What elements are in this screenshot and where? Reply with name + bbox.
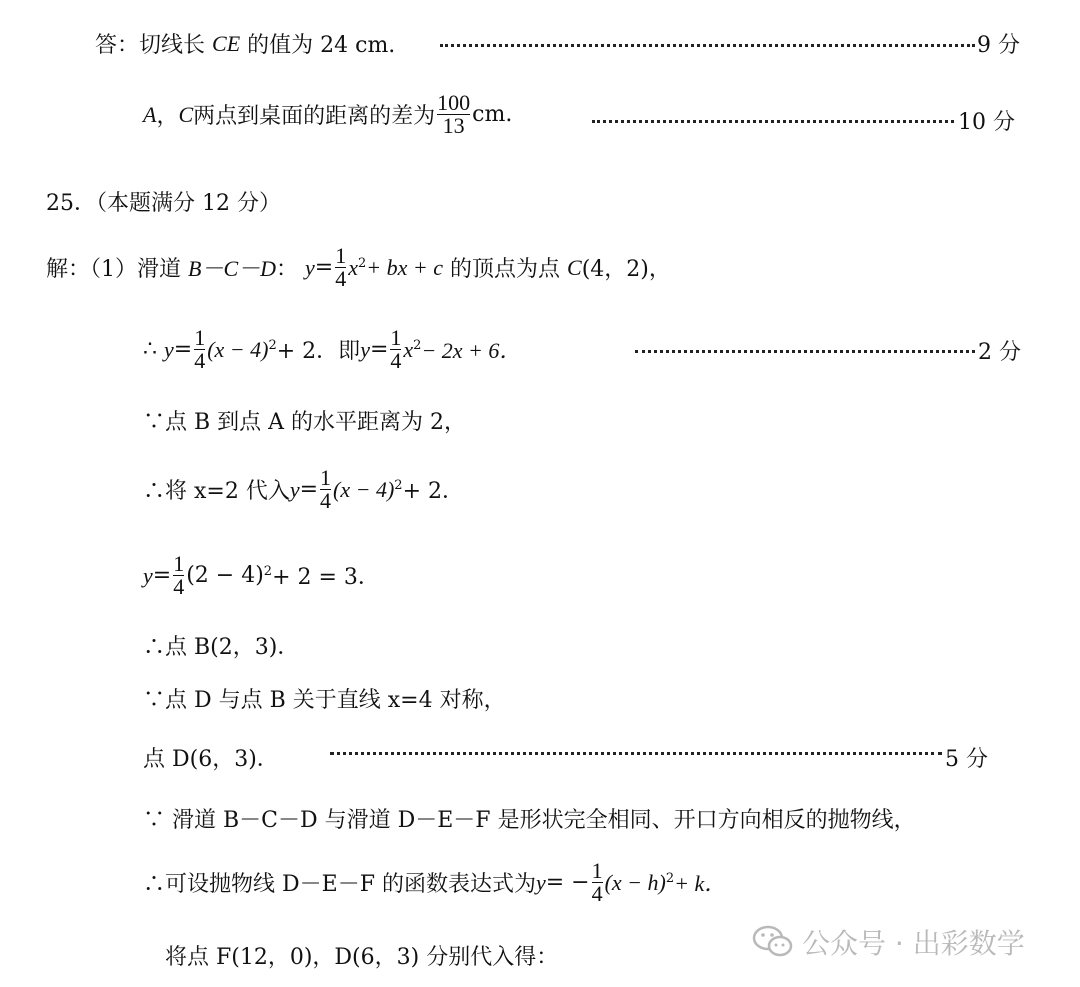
- sep: ，: [156, 104, 179, 129]
- step-text: ∴可设抛物线 D－E－F 的函数表达式为: [143, 872, 536, 897]
- step-7: ∵点 D 与点 B 关于直线 x=4 对称，: [143, 688, 506, 713]
- expr: − 2x + 6．: [421, 338, 522, 363]
- denominator: 13: [442, 113, 465, 138]
- denominator: 4: [390, 348, 402, 373]
- step-text: ∴将 x=2 代入: [143, 479, 290, 504]
- denominator: 4: [173, 574, 185, 599]
- dot-leader: [635, 350, 975, 353]
- denominator: 4: [320, 488, 332, 513]
- expr: + bx + c: [366, 254, 444, 280]
- fraction: [173, 553, 184, 598]
- exponent: 2: [413, 338, 422, 353]
- var-y: y: [360, 336, 370, 362]
- var-y: y: [164, 336, 174, 362]
- var-y: y: [535, 869, 546, 895]
- equals: =: [152, 563, 172, 588]
- answer-var: CE: [212, 30, 241, 56]
- question-header: 25．（本题满分 12 分）: [46, 191, 281, 216]
- exponent: 2: [263, 564, 273, 579]
- fraction: [194, 327, 205, 372]
- step-5: [143, 553, 380, 598]
- expr: (x − 4): [207, 336, 269, 362]
- fraction: [592, 860, 603, 905]
- equals: =: [173, 337, 193, 362]
- numerator: 1: [335, 243, 347, 268]
- dot-leader: [440, 44, 975, 47]
- denominator: 4: [335, 266, 347, 291]
- unit: cm.: [472, 102, 513, 127]
- denominator: 4: [591, 881, 603, 906]
- var-x: x: [348, 254, 358, 280]
- score-points: 2 分: [978, 340, 1021, 365]
- therefore-symbol: ∴: [143, 337, 157, 362]
- expr: (x − h): [604, 869, 666, 895]
- numerator: 1: [320, 465, 332, 490]
- score-points: 5 分: [945, 747, 988, 772]
- answer-text: 两点到桌面的距离的差为: [193, 104, 436, 129]
- answer-text: 答：切线长: [95, 33, 206, 58]
- dot-leader: [330, 752, 942, 755]
- numerator: 1: [591, 858, 603, 883]
- var-y: y: [305, 254, 315, 280]
- equals: =: [369, 337, 389, 362]
- score-points: 9 分: [977, 33, 1020, 58]
- numerator: 100: [437, 90, 471, 115]
- step-10: [143, 860, 726, 905]
- point-C: C: [567, 254, 582, 280]
- step-11: 将点 F(12，0)，D(6，3) 分别代入得：: [165, 945, 559, 970]
- expr: (2 − 4): [186, 563, 264, 588]
- expr: (x − 4): [333, 476, 395, 502]
- answer-line-2: [143, 92, 512, 137]
- point-A: A: [143, 101, 157, 127]
- step-1: [46, 245, 671, 290]
- equals: =: [314, 255, 334, 280]
- expr: + 2．: [402, 479, 465, 504]
- fraction: [390, 327, 401, 372]
- dot-leader: [592, 120, 954, 123]
- var-y: y: [143, 562, 153, 588]
- exponent: 2: [268, 338, 277, 353]
- expr: + k．: [674, 871, 727, 896]
- step-4: [143, 467, 464, 512]
- exponent: 2: [358, 256, 367, 271]
- equals: =: [299, 477, 319, 502]
- fraction: [335, 245, 346, 290]
- step-2: [143, 327, 521, 372]
- step-6: ∴点 B(2，3)．: [143, 635, 300, 660]
- path-label: B－C－D: [188, 256, 277, 281]
- point-C: C: [178, 101, 194, 127]
- equals: = −: [545, 870, 590, 895]
- step-text: 解：（1）滑道: [46, 257, 181, 282]
- expr: + 2 = 3．: [272, 565, 380, 590]
- step-8: 点 D(6，3)．: [143, 747, 279, 772]
- var-y: y: [289, 476, 300, 502]
- denominator: 4: [194, 348, 206, 373]
- numerator: 1: [390, 325, 402, 350]
- coord: (4，2)，: [581, 257, 671, 282]
- watermark: [752, 922, 1025, 962]
- answer-text: 的值为 24 cm.: [247, 33, 396, 58]
- numerator: 1: [194, 325, 206, 350]
- watermark-text: 公众号 · 出彩数学: [802, 927, 1025, 960]
- colon: ：: [276, 257, 299, 282]
- score-points: 10 分: [958, 110, 1015, 135]
- var-x: x: [403, 336, 414, 362]
- fraction: [320, 467, 331, 512]
- exponent: 2: [665, 871, 675, 886]
- exponent: 2: [394, 478, 403, 493]
- step-9: ∵ 滑道 B－C－D 与滑道 D－E－F 是形状完全相同、开口方向相反的抛物线，: [143, 808, 916, 833]
- step-3: ∵点 B 到点 A 的水平距离为 2，: [143, 410, 467, 435]
- wechat-icon: [752, 924, 794, 960]
- expr: + 2．即: [276, 339, 361, 364]
- answer-line-1: [95, 28, 395, 59]
- numerator: 1: [173, 551, 185, 576]
- fraction: [437, 92, 470, 137]
- step-text: 的顶点为点: [450, 257, 561, 282]
